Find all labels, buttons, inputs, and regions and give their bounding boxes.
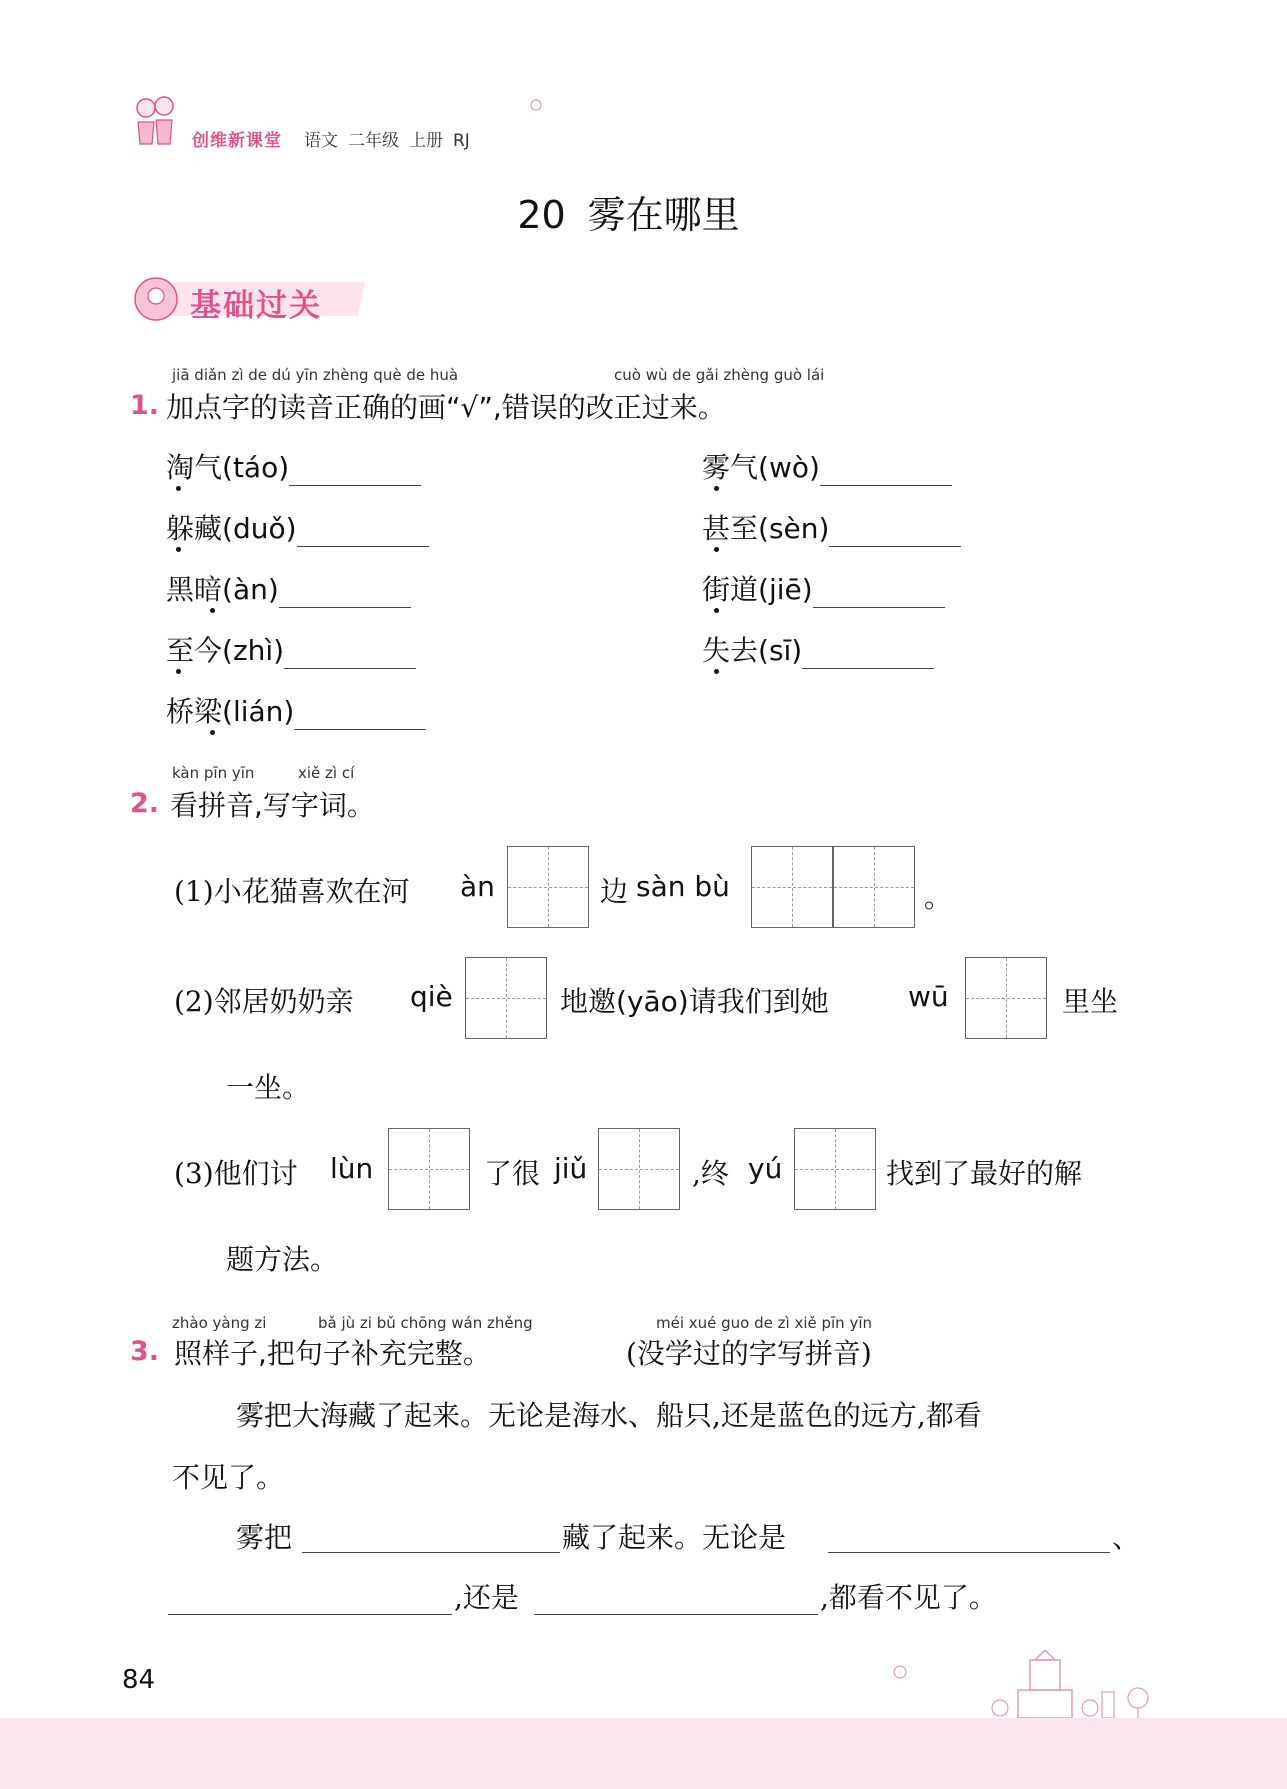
castle-illustration-icon	[880, 1650, 1170, 1720]
answer-blank[interactable]	[284, 642, 416, 669]
answer-blank[interactable]	[828, 1526, 1110, 1553]
s1-pinyin-an: àn	[460, 870, 495, 903]
answer-blank[interactable]	[813, 581, 945, 608]
emphasis-dot	[714, 547, 719, 552]
q3-fill-c: 、	[1112, 1521, 1141, 1554]
q1-word: 雾气	[702, 451, 759, 484]
q2-number: 2.	[130, 788, 160, 819]
answer-blank[interactable]	[297, 520, 429, 547]
s1-text-bian: 边	[600, 875, 629, 908]
q3-example-line2: 不见了。	[172, 1461, 285, 1494]
lesson-title: 雾在哪里	[587, 193, 740, 237]
emphasis-dot	[176, 486, 181, 491]
writing-grid-box[interactable]	[751, 846, 833, 928]
s3-text-e: 题方法。	[226, 1243, 339, 1276]
q2-pinyin-a: kàn pīn yīn	[172, 764, 255, 782]
page-title	[0, 184, 1257, 239]
q1-item	[166, 568, 411, 608]
q1-word-pinyin: (lián)	[222, 695, 295, 728]
s1-pinyin-sanbu: sàn bù	[636, 870, 730, 903]
q1-word: 街道	[702, 573, 759, 606]
emphasis-dot	[714, 669, 719, 674]
q1-word-pinyin: (wò)	[758, 451, 820, 484]
s3-text-c: ,终	[692, 1157, 729, 1190]
s2-pinyin-wu: wū	[908, 980, 949, 1013]
answer-blank[interactable]	[279, 581, 411, 608]
s3-pinyin-jiu: jiǔ	[554, 1152, 588, 1185]
s2-text-c: 里坐	[1062, 985, 1119, 1018]
q1-item	[166, 629, 416, 669]
q3-pinyin-a: zhào yàng zi	[172, 1314, 267, 1332]
q1-word: 甚至	[702, 512, 759, 545]
page-number: 84	[122, 1665, 156, 1695]
emphasis-dot	[176, 547, 181, 552]
q1-item	[702, 507, 961, 547]
header-subject: 语文	[304, 131, 338, 151]
q1-item	[166, 446, 421, 486]
s3-pinyin-yu: yú	[748, 1152, 783, 1185]
s3-text-d: 找到了最好的解	[886, 1157, 1083, 1190]
q1-pinyin-a: jiā diǎn zì de dú yīn zhèng què de huà	[172, 366, 459, 384]
answer-blank[interactable]	[829, 520, 961, 547]
q2-pinyin-b: xiě zì cí	[298, 764, 355, 782]
q2-instruction: 看拼音,写字词。	[170, 789, 375, 822]
header-grade: 二年级	[348, 131, 399, 151]
q3-pinyin-b: bǎ jù zi bǔ chōng wán zhěng	[318, 1314, 533, 1332]
section-title: 基础过关	[190, 288, 322, 324]
s3-text-b: 了很	[484, 1157, 541, 1190]
s2-text: (2)邻居奶奶亲	[174, 985, 354, 1018]
q1-word-pinyin: (zhì)	[222, 634, 285, 667]
q1-word: 至今	[166, 634, 223, 667]
q1-word-pinyin: (sī)	[758, 634, 803, 667]
answer-blank[interactable]	[820, 459, 952, 486]
flower-icon	[527, 98, 545, 112]
q1-word: 躲藏	[166, 512, 223, 545]
writing-grid-box[interactable]	[794, 1128, 876, 1210]
answer-blank[interactable]	[534, 1588, 818, 1615]
q1-word-pinyin: (jiē)	[758, 573, 813, 606]
q3-pinyin-c: méi xué guo de zì xiě pīn yīn	[656, 1314, 873, 1332]
s3-text: (3)他们讨	[174, 1157, 298, 1190]
answer-blank[interactable]	[289, 459, 421, 486]
writing-grid-box[interactable]	[598, 1128, 680, 1210]
writing-grid-box[interactable]	[465, 957, 547, 1039]
emphasis-dot	[714, 608, 719, 613]
emphasis-dot	[714, 486, 719, 491]
q1-word: 失去	[702, 634, 759, 667]
q1-word-pinyin: (sèn)	[758, 512, 830, 545]
q1-word: 桥梁	[166, 695, 223, 728]
q1-item	[702, 446, 952, 486]
q1-item	[166, 507, 429, 547]
emphasis-dot	[210, 608, 215, 613]
emphasis-dot	[176, 669, 181, 674]
footer-band	[0, 1718, 1287, 1789]
header-edition: RJ	[453, 131, 470, 151]
q1-word-pinyin: (àn)	[222, 573, 279, 606]
lesson-number: 20	[517, 193, 566, 237]
header-meta	[304, 126, 480, 151]
answer-blank[interactable]	[168, 1588, 452, 1615]
q1-word: 黑暗	[166, 573, 223, 606]
s2-text-b: 地邀(yāo)请我们到她	[560, 985, 829, 1018]
writing-grid-box[interactable]	[388, 1128, 470, 1210]
mascot-icon	[128, 92, 180, 152]
s1-end: 。	[924, 881, 953, 914]
q3-fill-e: ,都看不见了。	[820, 1581, 997, 1614]
q1-word-pinyin: (táo)	[222, 451, 290, 484]
q1-word: 淘气	[166, 451, 223, 484]
q1-instruction: 加点字的读音正确的画“√”,错误的改正过来。	[166, 391, 726, 424]
q1-word-pinyin: (duǒ)	[222, 512, 297, 545]
header-brand: 创维新课堂	[192, 131, 282, 151]
header-volume: 上册	[409, 131, 443, 151]
q3-fill-a: 雾把	[236, 1521, 293, 1554]
writing-grid-box[interactable]	[833, 846, 915, 928]
s2-text-d: 一坐。	[226, 1071, 311, 1104]
q1-item	[702, 568, 945, 608]
writing-grid-box[interactable]	[965, 957, 1047, 1039]
s1-text: (1)小花猫喜欢在河	[174, 875, 410, 908]
q1-number: 1.	[130, 390, 160, 421]
q3-instruction: 照样子,把句子补充完整。	[174, 1337, 491, 1370]
q1-pinyin-b: cuò wù de gǎi zhèng guò lái	[614, 366, 825, 384]
answer-blank[interactable]	[294, 703, 426, 730]
q3-fill-b: 藏了起来。无论是	[562, 1521, 787, 1554]
s3-pinyin-lun: lùn	[330, 1152, 374, 1185]
s2-pinyin-qie: qiè	[410, 980, 453, 1013]
q1-item	[166, 690, 426, 730]
q3-note: (没学过的字写拼音)	[626, 1337, 872, 1370]
q3-fill-d: ,还是	[454, 1581, 519, 1614]
writing-grid-box[interactable]	[507, 846, 589, 928]
q3-number: 3.	[130, 1336, 160, 1367]
q3-example-line1: 雾把大海藏了起来。无论是海水、船只,还是蓝色的远方,都看	[236, 1399, 982, 1432]
emphasis-dot	[210, 730, 215, 735]
answer-blank[interactable]	[802, 642, 934, 669]
q1-item	[702, 629, 934, 669]
answer-blank[interactable]	[302, 1526, 560, 1553]
